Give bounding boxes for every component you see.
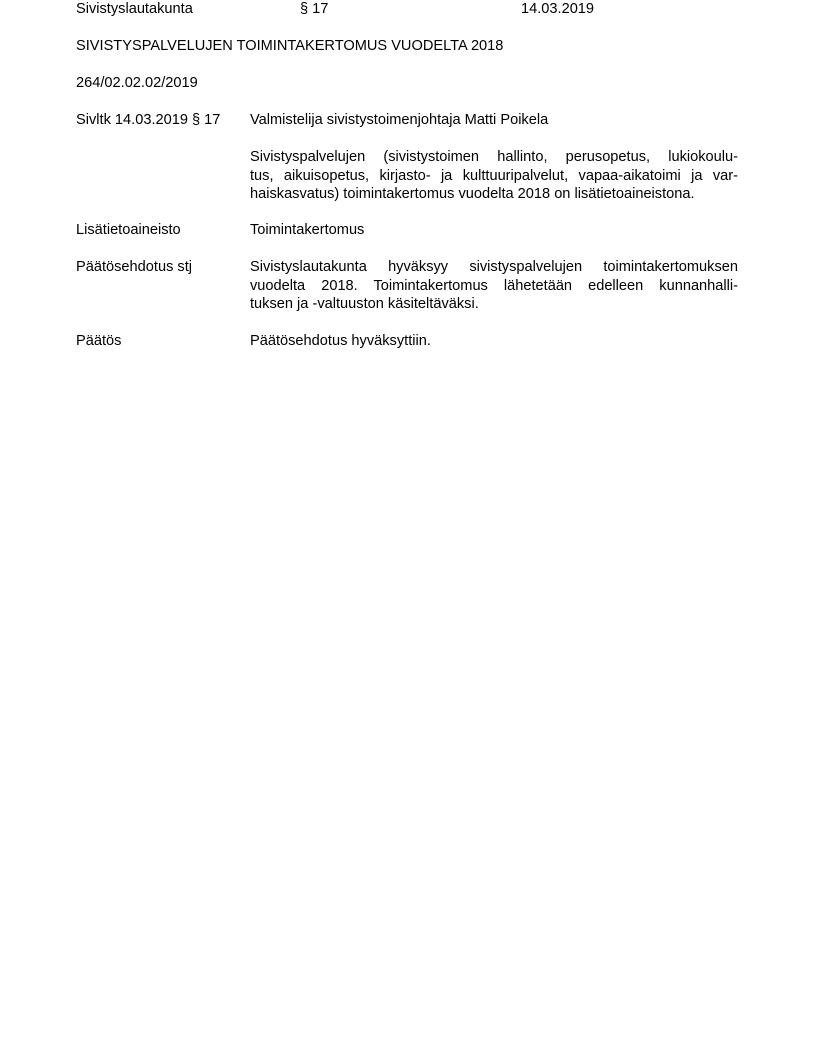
decision-proposal-line-2: vuodelta 2018. Toimintakertomus lähetetään edelleen kunnanhalli- [250, 277, 738, 294]
header-date: 14.03.2019 [521, 1, 595, 17]
header-section-number: § 17 [300, 1, 329, 17]
additional-material-value [250, 221, 738, 240]
decision-proposal-line-3: tuksen ja -valtuuston käsiteltäväksi. [250, 296, 479, 312]
decision-line: Päätösehdotus hyväksyttiin. [250, 333, 431, 349]
header-board-name: Sivistyslautakunta [76, 1, 193, 17]
description-line-3: haiskasvatus) toimintakertomus vuodelta 2018 on lisätietoaineistona. [250, 186, 695, 202]
description-paragraph [250, 148, 738, 204]
decision-text [250, 332, 738, 351]
preparer-line: Valmistelija sivistystoimenjohtaja Matti Poikela [250, 112, 549, 128]
preparer-text [250, 111, 738, 130]
decision-proposal-text [250, 258, 738, 314]
additional-material-line: Toimintakertomus [250, 222, 365, 238]
additional-material-label: Lisätietoaineisto [76, 222, 181, 238]
decision-proposal-line-1: Sivistyslautakunta hyväksyy sivistyspalvelujen toimintakertomuksen [250, 259, 738, 275]
decision-label: Päätös [76, 333, 122, 349]
decision-proposal-label: Päätösehdotus stj [76, 259, 193, 275]
document-title: SIVISTYSPALVELUJEN TOIMINTAKERTOMUS VUODELTA 2018 [76, 38, 504, 54]
case-number: 264/02.02.02/2019 [76, 75, 198, 91]
description-line-2: tus, aikuisopetus, kirjasto- ja kulttuuripalvelut, vapaa-aikatoimi ja var- [250, 167, 738, 184]
meeting-reference-label: Sivltk 14.03.2019 § 17 [76, 112, 221, 128]
description-line-1: Sivistyspalvelujen (sivistystoimen hallinto, perusopetus, lukiokoulu- [250, 149, 738, 165]
